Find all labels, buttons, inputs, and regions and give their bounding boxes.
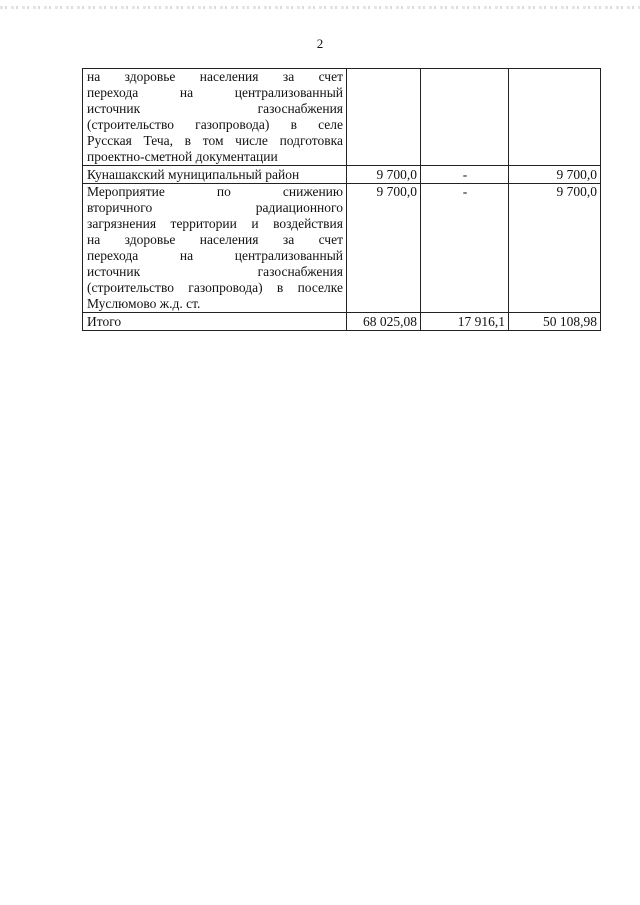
measure-description-cell bbox=[83, 69, 347, 166]
text-line: Русская Теча, в том числе подготовка bbox=[87, 133, 343, 148]
value-cell-regional: 50 108,98 bbox=[509, 313, 601, 331]
text-line: вторичного радиационного bbox=[87, 200, 343, 215]
text-line: (строительство газопровода) в селе bbox=[87, 117, 343, 132]
value-cell-regional: 9 700,0 bbox=[509, 184, 601, 313]
value-cell-federal: 17 916,1 bbox=[421, 313, 509, 331]
text-line: на здоровье населения за счет bbox=[87, 69, 343, 84]
table-row bbox=[83, 184, 601, 313]
text-line: перехода на централизованный bbox=[87, 85, 343, 100]
text-line: Кунашакский муниципальный район bbox=[87, 167, 300, 182]
text-line: проектно-сметной документации bbox=[87, 149, 278, 164]
value-cell-federal: - bbox=[421, 184, 509, 313]
total-label-cell bbox=[83, 313, 347, 331]
text-line: на здоровье населения за счет bbox=[87, 232, 343, 247]
budget-table bbox=[82, 68, 601, 331]
value-cell-total: 9 700,0 bbox=[347, 184, 421, 313]
table-row bbox=[83, 166, 601, 184]
text-line: источник газоснабжения bbox=[87, 264, 343, 279]
scan-artifact-top bbox=[0, 6, 640, 9]
text-line: Итого bbox=[87, 314, 122, 329]
district-name-cell bbox=[83, 166, 347, 184]
page-number: 2 bbox=[316, 36, 324, 51]
text-line: перехода на централизованный bbox=[87, 248, 343, 263]
value-cell-federal bbox=[421, 69, 509, 166]
text-line: (строительство газопровода) в поселке bbox=[87, 280, 343, 295]
value-cell-regional: 9 700,0 bbox=[509, 166, 601, 184]
text-line: Мероприятие по снижению bbox=[87, 184, 343, 199]
value-cell-regional bbox=[509, 69, 601, 166]
table-row bbox=[83, 69, 601, 166]
text-line: источник газоснабжения bbox=[87, 101, 343, 116]
value-cell-total: 9 700,0 bbox=[347, 166, 421, 184]
measure-description-cell bbox=[83, 184, 347, 313]
text-line: Муслюмово ж.д. ст. bbox=[87, 296, 201, 311]
table-row-total bbox=[83, 313, 601, 331]
value-cell-federal: - bbox=[421, 166, 509, 184]
value-cell-total bbox=[347, 69, 421, 166]
text-line: загрязнения территории и воздействия bbox=[87, 216, 343, 231]
value-cell-total: 68 025,08 bbox=[347, 313, 421, 331]
